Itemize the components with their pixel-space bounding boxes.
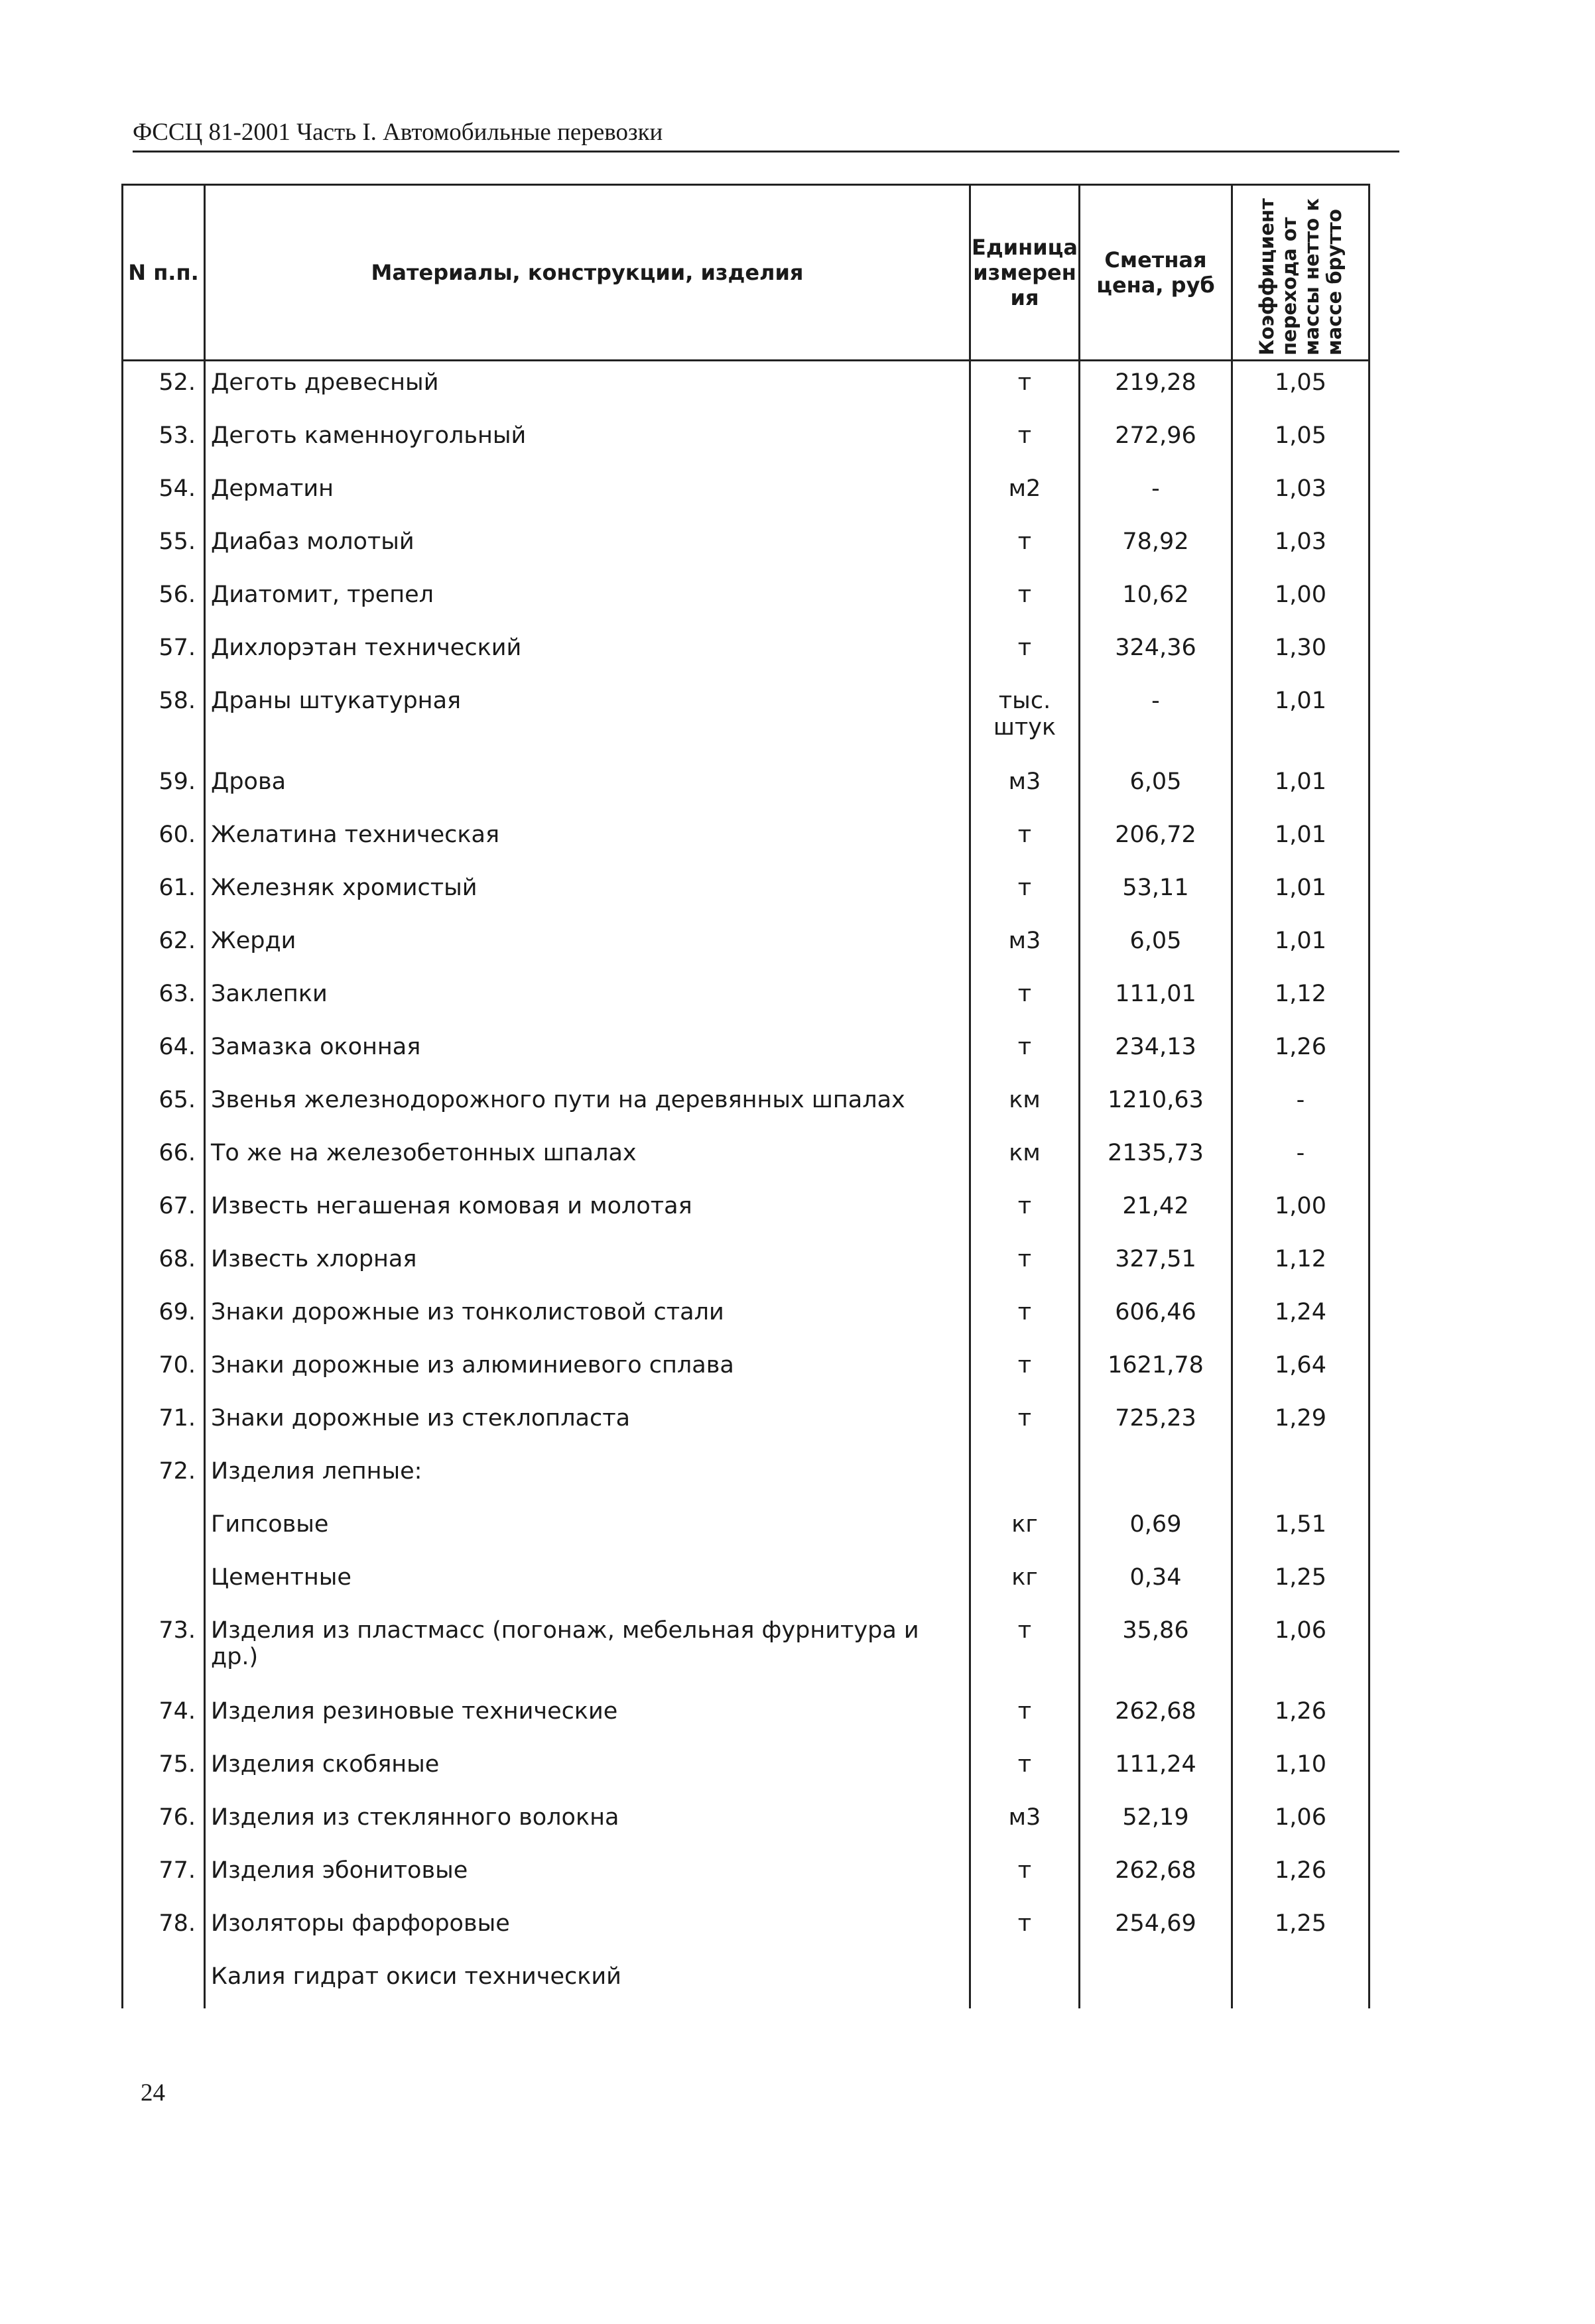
- material-name-cell: Дихлорэтан технический: [205, 627, 970, 680]
- price-cell: 0,34: [1080, 1556, 1232, 1609]
- material-name-cell: Изделия скобяные: [205, 1743, 970, 1796]
- table-row: [123, 1743, 1370, 1796]
- unit-cell: т: [970, 1238, 1080, 1291]
- price-cell: 2135,73: [1080, 1132, 1232, 1185]
- material-name-cell: Заклепки: [205, 973, 970, 1026]
- unit-cell: км: [970, 1132, 1080, 1185]
- table-row: [123, 1503, 1370, 1556]
- materials-table-wrap: [121, 184, 1370, 2008]
- material-name-cell: Гипсовые: [205, 1503, 970, 1556]
- table-row: [123, 1450, 1370, 1503]
- row-number-cell: 69.: [123, 1291, 205, 1344]
- row-number-cell: 54.: [123, 467, 205, 520]
- coefficient-cell: 1,00: [1232, 1185, 1370, 1238]
- material-name-cell: Изделия лепные:: [205, 1450, 970, 1503]
- coefficient-cell: 1,12: [1232, 1238, 1370, 1291]
- row-number-cell: 71.: [123, 1397, 205, 1450]
- coefficient-cell: 1,05: [1232, 361, 1370, 415]
- unit-cell: т: [970, 1185, 1080, 1238]
- row-number-cell: 63.: [123, 973, 205, 1026]
- table-row: [123, 680, 1370, 761]
- price-cell: 53,11: [1080, 867, 1232, 920]
- material-name-cell: Диабаз молотый: [205, 520, 970, 574]
- price-cell: 234,13: [1080, 1026, 1232, 1079]
- coefficient-cell: [1232, 1450, 1370, 1503]
- table-row: [123, 1556, 1370, 1609]
- material-name-cell: Изоляторы фарфоровые: [205, 1902, 970, 1955]
- coefficient-cell: 1,25: [1232, 1902, 1370, 1955]
- material-name-cell: Деготь каменноугольный: [205, 414, 970, 467]
- table-row: [123, 574, 1370, 627]
- table-row: [123, 1796, 1370, 1849]
- coefficient-cell: 1,06: [1232, 1796, 1370, 1849]
- price-cell: [1080, 1450, 1232, 1503]
- row-number-cell: 76.: [123, 1796, 205, 1849]
- row-number-cell: 61.: [123, 867, 205, 920]
- unit-cell: т: [970, 1026, 1080, 1079]
- material-name-cell: Замазка оконная: [205, 1026, 970, 1079]
- unit-cell: км: [970, 1079, 1080, 1132]
- price-cell: 0,69: [1080, 1503, 1232, 1556]
- price-cell: 1210,63: [1080, 1079, 1232, 1132]
- material-name-cell: Изделия из стеклянного волокна: [205, 1796, 970, 1849]
- table-row: [123, 520, 1370, 574]
- price-cell: 606,46: [1080, 1291, 1232, 1344]
- unit-cell: т: [970, 1849, 1080, 1902]
- price-cell: 10,62: [1080, 574, 1232, 627]
- row-number-cell: 55.: [123, 520, 205, 574]
- price-cell: [1080, 1955, 1232, 2008]
- material-name-cell: Изделия из пластмасс (погонаж, мебельная фурнитура и др.): [205, 1609, 970, 1690]
- table-row: [123, 1185, 1370, 1238]
- material-name-cell: Изделия эбонитовые: [205, 1849, 970, 1902]
- unit-cell: т: [970, 814, 1080, 867]
- price-cell: 111,24: [1080, 1743, 1232, 1796]
- unit-cell: тыс. штук: [970, 680, 1080, 761]
- unit-cell: т: [970, 1902, 1080, 1955]
- table-row: [123, 361, 1370, 415]
- table-row: [123, 1690, 1370, 1743]
- price-cell: 111,01: [1080, 973, 1232, 1026]
- table-row: [123, 761, 1370, 814]
- coefficient-cell: 1,10: [1232, 1743, 1370, 1796]
- row-number-cell: 70.: [123, 1344, 205, 1397]
- unit-cell: т: [970, 414, 1080, 467]
- coefficient-cell: 1,26: [1232, 1690, 1370, 1743]
- unit-cell: м3: [970, 761, 1080, 814]
- coefficient-cell: 1,01: [1232, 761, 1370, 814]
- unit-cell: т: [970, 1397, 1080, 1450]
- material-name-cell: Звенья железнодорожного пути на деревянных шпалах: [205, 1079, 970, 1132]
- material-name-cell: Дерматин: [205, 467, 970, 520]
- row-number-cell: [123, 1955, 205, 2008]
- table-row: [123, 467, 1370, 520]
- price-cell: 6,05: [1080, 761, 1232, 814]
- price-cell: 725,23: [1080, 1397, 1232, 1450]
- coefficient-cell: 1,25: [1232, 1556, 1370, 1609]
- unit-cell: [970, 1450, 1080, 1503]
- row-number-cell: 67.: [123, 1185, 205, 1238]
- row-number-cell: 66.: [123, 1132, 205, 1185]
- table-row: [123, 1955, 1370, 2008]
- price-cell: 78,92: [1080, 520, 1232, 574]
- row-number-cell: 52.: [123, 361, 205, 415]
- unit-cell: м3: [970, 1796, 1080, 1849]
- coefficient-cell: 1,03: [1232, 520, 1370, 574]
- unit-cell: т: [970, 627, 1080, 680]
- unit-cell: т: [970, 1291, 1080, 1344]
- table-row: [123, 867, 1370, 920]
- material-name-cell: То же на железобетонных шпалах: [205, 1132, 970, 1185]
- unit-cell: т: [970, 973, 1080, 1026]
- coefficient-cell: 1,03: [1232, 467, 1370, 520]
- coefficient-cell: 1,24: [1232, 1291, 1370, 1344]
- table-row: [123, 414, 1370, 467]
- unit-cell: т: [970, 1743, 1080, 1796]
- price-cell: 327,51: [1080, 1238, 1232, 1291]
- materials-table: [121, 184, 1370, 2008]
- price-cell: -: [1080, 467, 1232, 520]
- coefficient-cell: 1,30: [1232, 627, 1370, 680]
- unit-cell: т: [970, 1344, 1080, 1397]
- material-name-cell: Известь негашеная комовая и молотая: [205, 1185, 970, 1238]
- coefficient-cell: -: [1232, 1079, 1370, 1132]
- price-cell: 324,36: [1080, 627, 1232, 680]
- material-name-cell: Знаки дорожные из алюминиевого сплава: [205, 1344, 970, 1397]
- row-number-cell: 68.: [123, 1238, 205, 1291]
- price-cell: 272,96: [1080, 414, 1232, 467]
- material-name-cell: Калия гидрат окиси технический: [205, 1955, 970, 2008]
- unit-cell: т: [970, 1690, 1080, 1743]
- material-name-cell: Изделия резиновые технические: [205, 1690, 970, 1743]
- row-number-cell: 78.: [123, 1902, 205, 1955]
- table-row: [123, 1344, 1370, 1397]
- price-cell: 1621,78: [1080, 1344, 1232, 1397]
- row-number-cell: [123, 1556, 205, 1609]
- unit-cell: т: [970, 361, 1080, 415]
- price-cell: 35,86: [1080, 1609, 1232, 1690]
- unit-cell: т: [970, 520, 1080, 574]
- unit-cell: т: [970, 574, 1080, 627]
- row-number-cell: 75.: [123, 1743, 205, 1796]
- table-row: [123, 1397, 1370, 1450]
- table-row: [123, 1026, 1370, 1079]
- row-number-cell: 65.: [123, 1079, 205, 1132]
- material-name-cell: Жерди: [205, 920, 970, 973]
- column-header-unit: Единица измерен ия: [970, 185, 1080, 361]
- column-header-number: N п.п.: [123, 185, 205, 361]
- row-number-cell: 59.: [123, 761, 205, 814]
- table-row: [123, 1609, 1370, 1690]
- row-number-cell: 58.: [123, 680, 205, 761]
- coefficient-cell: 1,06: [1232, 1609, 1370, 1690]
- column-header-price: Сметная цена, руб: [1080, 185, 1232, 361]
- row-number-cell: 72.: [123, 1450, 205, 1503]
- price-cell: 6,05: [1080, 920, 1232, 973]
- price-cell: 262,68: [1080, 1849, 1232, 1902]
- row-number-cell: 74.: [123, 1690, 205, 1743]
- price-cell: 262,68: [1080, 1690, 1232, 1743]
- coefficient-cell: 1,01: [1232, 867, 1370, 920]
- unit-cell: м2: [970, 467, 1080, 520]
- material-name-cell: Известь хлорная: [205, 1238, 970, 1291]
- row-number-cell: 73.: [123, 1609, 205, 1690]
- table-row: [123, 1291, 1370, 1344]
- coefficient-cell: 1,12: [1232, 973, 1370, 1026]
- row-number-cell: 53.: [123, 414, 205, 467]
- price-cell: 52,19: [1080, 1796, 1232, 1849]
- row-number-cell: 77.: [123, 1849, 205, 1902]
- material-name-cell: Диатомит, трепел: [205, 574, 970, 627]
- column-header-material: Материалы, конструкции, изделия: [205, 185, 970, 361]
- coefficient-cell: 1,26: [1232, 1026, 1370, 1079]
- coefficient-cell: -: [1232, 1132, 1370, 1185]
- price-cell: 219,28: [1080, 361, 1232, 415]
- material-name-cell: Цементные: [205, 1556, 970, 1609]
- material-name-cell: Дрова: [205, 761, 970, 814]
- price-cell: -: [1080, 680, 1232, 761]
- table-row: [123, 1079, 1370, 1132]
- coefficient-cell: 1,01: [1232, 920, 1370, 973]
- row-number-cell: 62.: [123, 920, 205, 973]
- coefficient-cell: 1,51: [1232, 1503, 1370, 1556]
- material-name-cell: Железняк хромистый: [205, 867, 970, 920]
- table-row: [123, 1238, 1370, 1291]
- price-cell: 254,69: [1080, 1902, 1232, 1955]
- coefficient-cell: 1,29: [1232, 1397, 1370, 1450]
- row-number-cell: 60.: [123, 814, 205, 867]
- unit-cell: т: [970, 1609, 1080, 1690]
- coefficient-cell: [1232, 1955, 1370, 2008]
- coefficient-cell: 1,00: [1232, 574, 1370, 627]
- table-row: [123, 973, 1370, 1026]
- column-header-coefficient: [1232, 185, 1370, 361]
- coefficient-cell: 1,01: [1232, 680, 1370, 761]
- page-number: 24: [141, 2079, 165, 2107]
- table-row: [123, 627, 1370, 680]
- row-number-cell: 64.: [123, 1026, 205, 1079]
- coefficient-cell: 1,05: [1232, 414, 1370, 467]
- table-header-row: [123, 185, 1370, 361]
- material-name-cell: Знаки дорожные из тонколистовой стали: [205, 1291, 970, 1344]
- table-row: [123, 1132, 1370, 1185]
- price-cell: 206,72: [1080, 814, 1232, 867]
- row-number-cell: [123, 1503, 205, 1556]
- row-number-cell: 56.: [123, 574, 205, 627]
- material-name-cell: Желатина техническая: [205, 814, 970, 867]
- table-row: [123, 1849, 1370, 1902]
- price-cell: 21,42: [1080, 1185, 1232, 1238]
- unit-cell: кг: [970, 1556, 1080, 1609]
- row-number-cell: 57.: [123, 627, 205, 680]
- unit-cell: т: [970, 867, 1080, 920]
- column-header-coefficient-text: Коэффициент перехода от массы нетто к массе брутто: [1255, 198, 1346, 355]
- unit-cell: кг: [970, 1503, 1080, 1556]
- material-name-cell: Деготь древесный: [205, 361, 970, 415]
- unit-cell: [970, 1955, 1080, 2008]
- unit-cell: м3: [970, 920, 1080, 973]
- coefficient-cell: 1,64: [1232, 1344, 1370, 1397]
- material-name-cell: Драны штукатурная: [205, 680, 970, 761]
- coefficient-cell: 1,01: [1232, 814, 1370, 867]
- table-row: [123, 1902, 1370, 1955]
- coefficient-cell: 1,26: [1232, 1849, 1370, 1902]
- material-name-cell: Знаки дорожные из стеклопласта: [205, 1397, 970, 1450]
- page-header: ФССЦ 81-2001 Часть I. Автомобильные перевозки: [133, 118, 1399, 153]
- table-row: [123, 814, 1370, 867]
- table-row: [123, 920, 1370, 973]
